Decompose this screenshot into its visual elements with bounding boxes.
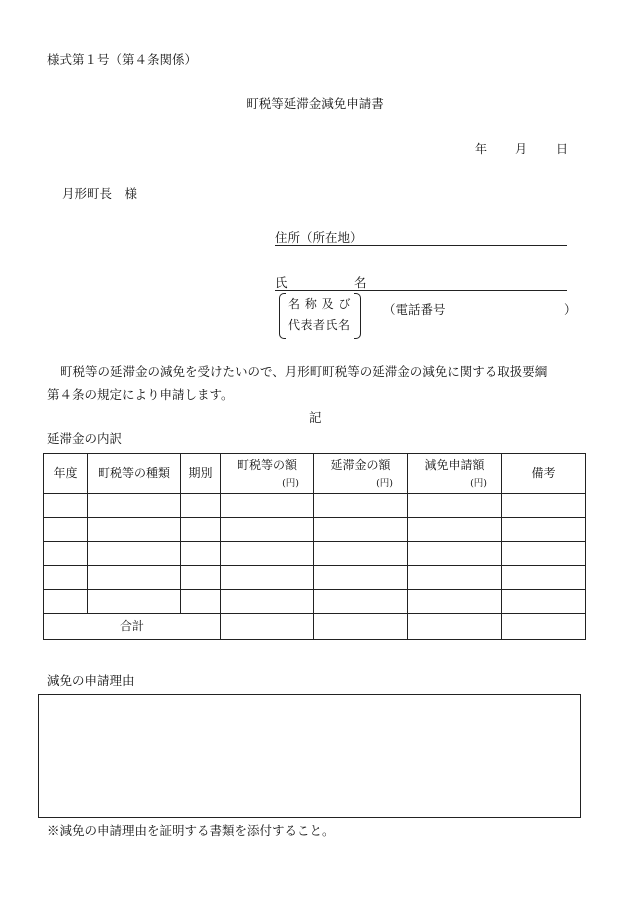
table-row (44, 494, 586, 518)
table-row (44, 518, 586, 542)
form-number: 様式第１号（第４条関係） (47, 52, 198, 67)
cell-late-fee[interactable] (314, 542, 408, 566)
table-row (44, 542, 586, 566)
org-name-label: 名 称 及 び (288, 297, 351, 311)
date-year-label: 年 (475, 142, 488, 156)
header-tax-amount-label: 町税等の額 (236, 458, 297, 472)
addressee: 月形町長 様 (62, 186, 138, 201)
footnote: ※減免の申請理由を証明する書類を添付すること。 (47, 823, 335, 838)
table-row (44, 566, 586, 590)
header-remarks: 備考 (502, 454, 586, 494)
cell-remarks[interactable] (502, 518, 586, 542)
organization-bracket (279, 293, 361, 337)
header-reduction (408, 454, 502, 494)
header-late-fee-unit: (円) (376, 477, 393, 489)
cell-period[interactable] (181, 590, 221, 614)
cell-tax-amount[interactable] (221, 542, 314, 566)
breakdown-title: 延滞金の内訳 (47, 431, 123, 446)
header-reduction-unit: (円) (470, 477, 487, 489)
cell-tax-amount[interactable] (221, 590, 314, 614)
name-label-mei: 名 (354, 275, 367, 290)
cell-tax-amount[interactable] (221, 494, 314, 518)
header-tax-amount-unit: (円) (282, 477, 299, 489)
address-field-line (275, 245, 567, 246)
cell-tax-amount[interactable] (221, 518, 314, 542)
total-reduction[interactable] (408, 614, 502, 640)
statement-line-2: 第４条の規定により申請します。 (47, 387, 234, 402)
ki-heading: 記 (309, 410, 322, 425)
cell-tax-type[interactable] (88, 566, 181, 590)
cell-year[interactable] (44, 542, 88, 566)
cell-reduction[interactable] (408, 542, 502, 566)
cell-period[interactable] (181, 494, 221, 518)
bracket-left (279, 293, 286, 339)
table-header-row (44, 454, 586, 494)
reason-input-box[interactable] (38, 694, 581, 818)
total-late-fee[interactable] (314, 614, 408, 640)
cell-late-fee[interactable] (314, 494, 408, 518)
cell-period[interactable] (181, 518, 221, 542)
cell-tax-type[interactable] (88, 542, 181, 566)
cell-year[interactable] (44, 590, 88, 614)
cell-remarks[interactable] (502, 590, 586, 614)
cell-tax-type[interactable] (88, 494, 181, 518)
cell-reduction[interactable] (408, 590, 502, 614)
header-year: 年度 (44, 454, 88, 494)
cell-year[interactable] (44, 494, 88, 518)
cell-year[interactable] (44, 518, 88, 542)
total-tax-amount[interactable] (221, 614, 314, 640)
cell-period[interactable] (181, 566, 221, 590)
header-late-fee (314, 454, 408, 494)
document-title: 町税等延滞金減免申請書 (246, 96, 384, 111)
cell-year[interactable] (44, 566, 88, 590)
header-late-fee-label: 延滞金の額 (330, 458, 391, 472)
representative-label: 代表者氏名 (288, 318, 351, 332)
cell-late-fee[interactable] (314, 590, 408, 614)
bracket-right (354, 293, 361, 339)
cell-period[interactable] (181, 542, 221, 566)
cell-late-fee[interactable] (314, 518, 408, 542)
cell-remarks[interactable] (502, 494, 586, 518)
name-field-line (275, 290, 567, 291)
name-label-shi: 氏 (275, 275, 288, 290)
statement-line-1: 町税等の延滞金の減免を受けたいので、月形町町税等の延滞金の減免に関する取扱要綱 (60, 364, 548, 379)
cell-tax-type[interactable] (88, 590, 181, 614)
phone-close-paren: ） (564, 302, 577, 317)
cell-reduction[interactable] (408, 494, 502, 518)
table-row (44, 590, 586, 614)
header-tax-type: 町税等の種類 (88, 454, 181, 494)
date-day-label: 日 (556, 142, 569, 156)
total-remarks[interactable] (502, 614, 586, 640)
cell-late-fee[interactable] (314, 566, 408, 590)
table-total-row (44, 614, 586, 640)
header-reduction-label: 減免申請額 (424, 458, 485, 472)
cell-tax-amount[interactable] (221, 566, 314, 590)
cell-remarks[interactable] (502, 542, 586, 566)
cell-reduction[interactable] (408, 518, 502, 542)
phone-label: （電話番号 (383, 302, 446, 317)
address-label: 住所（所在地） (275, 230, 363, 245)
reason-title: 減免の申請理由 (47, 673, 135, 688)
date-month-label: 月 (515, 142, 528, 156)
total-label: 合計 (44, 614, 221, 640)
breakdown-table (43, 453, 586, 640)
cell-remarks[interactable] (502, 566, 586, 590)
header-period: 期別 (181, 454, 221, 494)
cell-reduction[interactable] (408, 566, 502, 590)
header-tax-amount (221, 454, 314, 494)
cell-tax-type[interactable] (88, 518, 181, 542)
